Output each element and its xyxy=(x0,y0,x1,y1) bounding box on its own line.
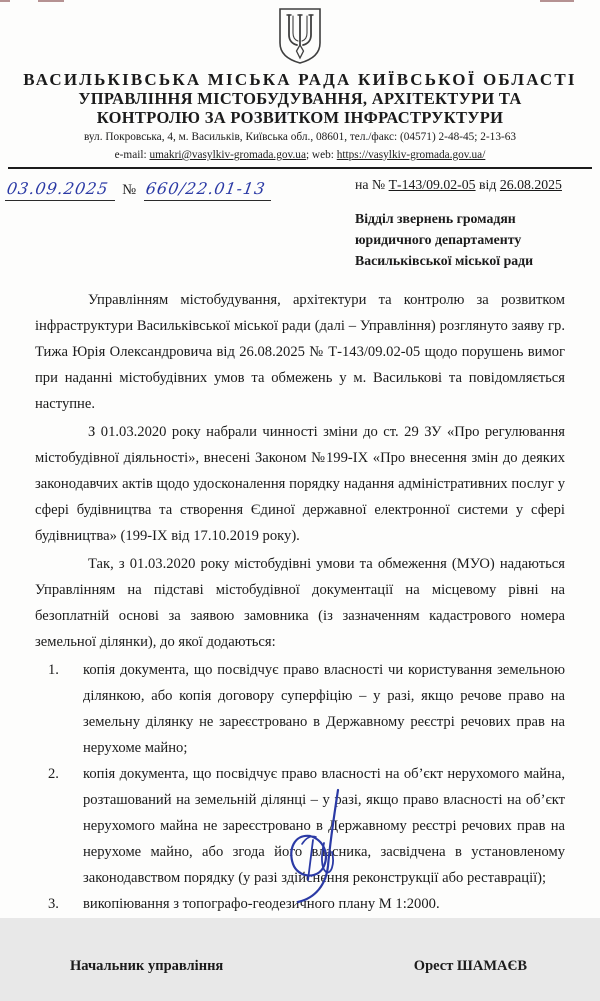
scan-artifact xyxy=(0,0,10,2)
body-paragraph-3: Так, з 01.03.2020 року містобудівні умови та обмеження (МУО) надаються Управлінням на підставі містобудівної документації на місцевому рівні на безоплатній основі за заявою замовника (із зазначенням кадастрового номера земельної ділянки), до якої додаються: xyxy=(35,555,565,650)
handwritten-date: 03.09.2025 xyxy=(5,178,111,198)
letterhead xyxy=(0,0,600,169)
scan-artifact xyxy=(38,0,64,2)
number-sign: № xyxy=(122,181,137,198)
list-item-text: викопіювання з топографо-геодезичного плану М 1:2000. xyxy=(83,895,440,912)
org-address: вул. Покровська, 4, м. Васильків, Київська обл., 08601, тел./факс: (04571) 2-48-45; 2-13-63 xyxy=(83,131,517,144)
recipient-line: юридичного департаменту xyxy=(355,232,522,248)
web-link: https://vasylkiv-gromada.gov.ua/ xyxy=(336,149,486,161)
scan-artifact xyxy=(540,0,574,2)
web-label: ; web: xyxy=(305,149,337,161)
outgoing-date-field xyxy=(5,179,115,201)
reply-number: Т-143/09.02-05 xyxy=(388,176,476,192)
reply-reference-line xyxy=(355,177,562,193)
list-item-text: копія документа, що посвідчує право власності чи користування земельною ділянкою, або копія договору суперфіцію – у разі, якщо речове право на земельну ділянку не зареєстровано в Державному реєстрі речових прав на нерухоме майно; xyxy=(83,661,565,756)
signature-row xyxy=(70,931,530,1001)
outgoing-number-line xyxy=(5,179,271,201)
recipient-line: Васильківської міської ради xyxy=(355,253,534,269)
handwritten-signature xyxy=(280,788,350,906)
list-item xyxy=(35,657,565,761)
org-contacts xyxy=(0,148,600,163)
list-item-number: 3. xyxy=(48,895,59,912)
signer-position: Начальник управління xyxy=(70,957,224,974)
email-label: e-mail: xyxy=(114,149,150,161)
reference-row xyxy=(0,169,600,281)
org-name-line3: КОНТРОЛЮ ЗА РОЗВИТКОМ ІНФРАСТРУКТУРИ xyxy=(96,107,504,127)
org-name-line2: УПРАВЛІННЯ МІСТОБУДУВАННЯ, АРХІТЕКТУРИ ТА xyxy=(78,89,522,109)
reply-date: 26.08.2025 xyxy=(499,176,562,192)
ukraine-trident-emblem xyxy=(277,7,323,65)
list-item-number: 2. xyxy=(48,765,59,782)
signer-name: Орест ШАМАЄВ xyxy=(413,957,527,974)
reply-prefix: на № xyxy=(355,176,389,192)
list-item-text: копія документа, що посвідчує право власності на об’єкт нерухомого майна, розташований на земельній ділянці – у разі, якщо право власності на об’єкт нерухомого майна не зареєстровано в Державному реєстрі речових прав на нерухоме майно, або згода його власника, засвідчена в установленому законодавством порядку (у разі здійснення реконструкції або реставрації); xyxy=(83,765,565,886)
outgoing-number-field xyxy=(144,179,272,201)
reply-vid: від xyxy=(475,176,500,192)
body-paragraph-2: З 01.03.2020 року набрали чинності зміни до ст. 29 ЗУ «Про регулювання містобудівної діяльності», внесені Законом №199-ІХ «Про внесення змін до деяких законодавчих актів щодо удосконалення порядку надання адміністративних послуг у сфері будівництва та створення Єдиної державної електронної системи у сфері будівництва» (199-ІХ від 17.10.2019 року). xyxy=(35,423,565,544)
email-link: umakri@vasylkiv-gromada.gov.ua xyxy=(149,149,306,161)
reply-reference-block xyxy=(355,177,562,272)
body-paragraph-1: Управлінням містобудування, архітектури та контролю за розвитком інфраструктури Васильківської міської ради (далі – Управління) розглянуто заяву гр. Тижа Юрія Олександровича від 26.08.2025 № Т-143/09.02-05 щодо порушень вимог при наданні містобудівних умов та обмежень у м. Василькові та повідомляється наступне. xyxy=(35,291,565,412)
list-item-number: 1. xyxy=(48,661,59,678)
handwritten-number: 660/22.01-13 xyxy=(144,178,267,198)
recipient-line: Відділ звернень громадян xyxy=(355,210,516,226)
org-name-line1: ВАСИЛЬКІВСЬКА МІСЬКА РАДА КИЇВСЬКОЇ ОБЛАСТІ xyxy=(23,70,577,89)
recipient-block xyxy=(355,208,562,272)
